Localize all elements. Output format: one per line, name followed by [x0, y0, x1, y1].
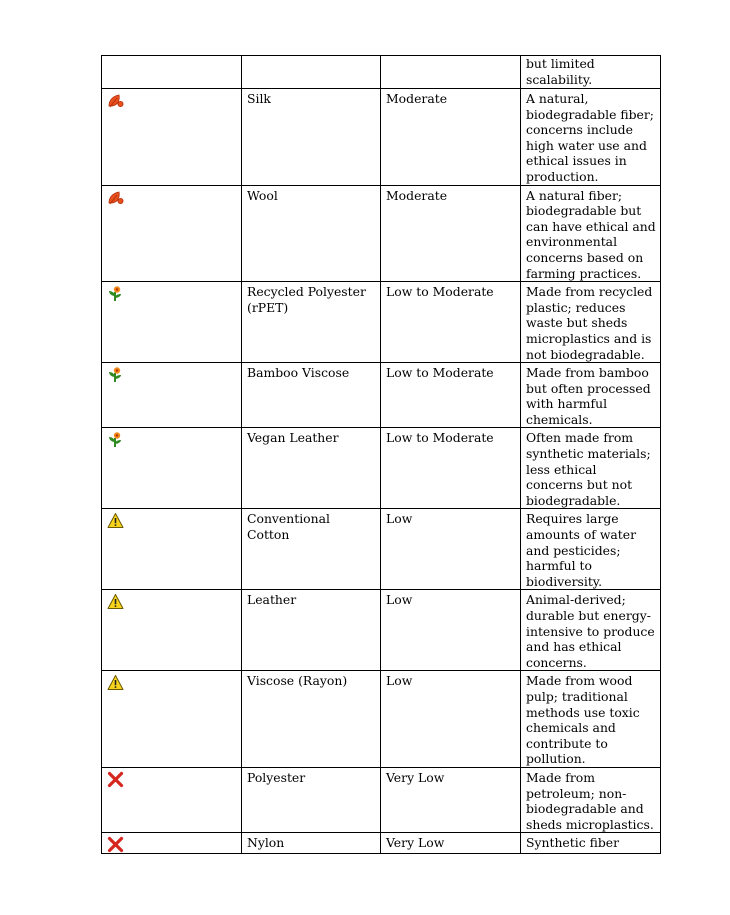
notes-cell: Requires large amounts of water and pesticides; harmful to biodiversity. [521, 509, 661, 590]
rating-icon-cell [102, 833, 242, 854]
cross-icon [107, 836, 124, 853]
notes-cell: A natural fiber; biodegradable but can have ethical and environmental concerns based on farming practices. [521, 185, 661, 282]
leaf-icon [107, 92, 124, 109]
sustainability-table [101, 55, 661, 854]
rating-cell: Moderate [381, 185, 521, 282]
rating-cell: Low [381, 671, 521, 768]
rating-cell [381, 56, 521, 89]
rating-cell: Low [381, 590, 521, 671]
rating-icon-cell [102, 590, 242, 671]
rating-icon-cell [102, 428, 242, 509]
leaf-icon [107, 189, 124, 206]
notes-cell: Often made from synthetic materials; less ethical concerns but not biodegradable. [521, 428, 661, 509]
rating-cell: Low to Moderate [381, 428, 521, 509]
sprout-icon [107, 431, 124, 448]
material-cell: Vegan Leather [242, 428, 381, 509]
table-row [102, 89, 661, 186]
rating-icon-cell [102, 767, 242, 832]
warning-icon [107, 593, 124, 610]
material-cell [242, 56, 381, 89]
rating-cell: Low to Moderate [381, 363, 521, 428]
material-cell: Wool [242, 185, 381, 282]
rating-cell: Moderate [381, 89, 521, 186]
sprout-icon [107, 285, 124, 302]
table-body [102, 56, 661, 854]
cross-icon [107, 771, 124, 788]
notes-cell: but limited scalability. [521, 56, 661, 89]
sprout-icon [107, 366, 124, 383]
notes-cell: Made from recycled plastic; reduces waste but sheds microplastics and is not biodegradable. [521, 282, 661, 363]
table-row [102, 363, 661, 428]
rating-icon-cell [102, 509, 242, 590]
material-cell: Conventional Cotton [242, 509, 381, 590]
rating-icon-cell [102, 89, 242, 186]
warning-icon [107, 674, 124, 691]
notes-cell: A natural, biodegradable fiber; concerns include high water use and ethical issues in production. [521, 89, 661, 186]
table-row [102, 185, 661, 282]
table-row [102, 590, 661, 671]
rating-cell: Very Low [381, 767, 521, 832]
rating-cell: Low to Moderate [381, 282, 521, 363]
rating-icon-cell [102, 185, 242, 282]
rating-icon-cell [102, 363, 242, 428]
notes-cell: Animal-derived; durable but energy-intensive to produce and has ethical concerns. [521, 590, 661, 671]
rating-cell: Low [381, 509, 521, 590]
table-row [102, 671, 661, 768]
notes-cell: Synthetic fiber [521, 833, 661, 854]
material-cell: Viscose (Rayon) [242, 671, 381, 768]
material-cell: Bamboo Viscose [242, 363, 381, 428]
table-row [102, 428, 661, 509]
material-cell: Polyester [242, 767, 381, 832]
material-cell: Silk [242, 89, 381, 186]
rating-icon-cell [102, 671, 242, 768]
table-row [102, 833, 661, 854]
material-cell: Recycled Polyester (rPET) [242, 282, 381, 363]
material-cell: Leather [242, 590, 381, 671]
notes-cell: Made from petroleum; non-biodegradable and sheds microplastics. [521, 767, 661, 832]
table-row [102, 282, 661, 363]
rating-cell: Very Low [381, 833, 521, 854]
table-row [102, 509, 661, 590]
table-row [102, 56, 661, 89]
rating-icon-cell [102, 56, 242, 89]
notes-cell: Made from bamboo but often processed with harmful chemicals. [521, 363, 661, 428]
material-cell: Nylon [242, 833, 381, 854]
table-row [102, 767, 661, 832]
rating-icon-cell [102, 282, 242, 363]
warning-icon [107, 512, 124, 529]
notes-cell: Made from wood pulp; traditional methods use toxic chemicals and contribute to pollution. [521, 671, 661, 768]
